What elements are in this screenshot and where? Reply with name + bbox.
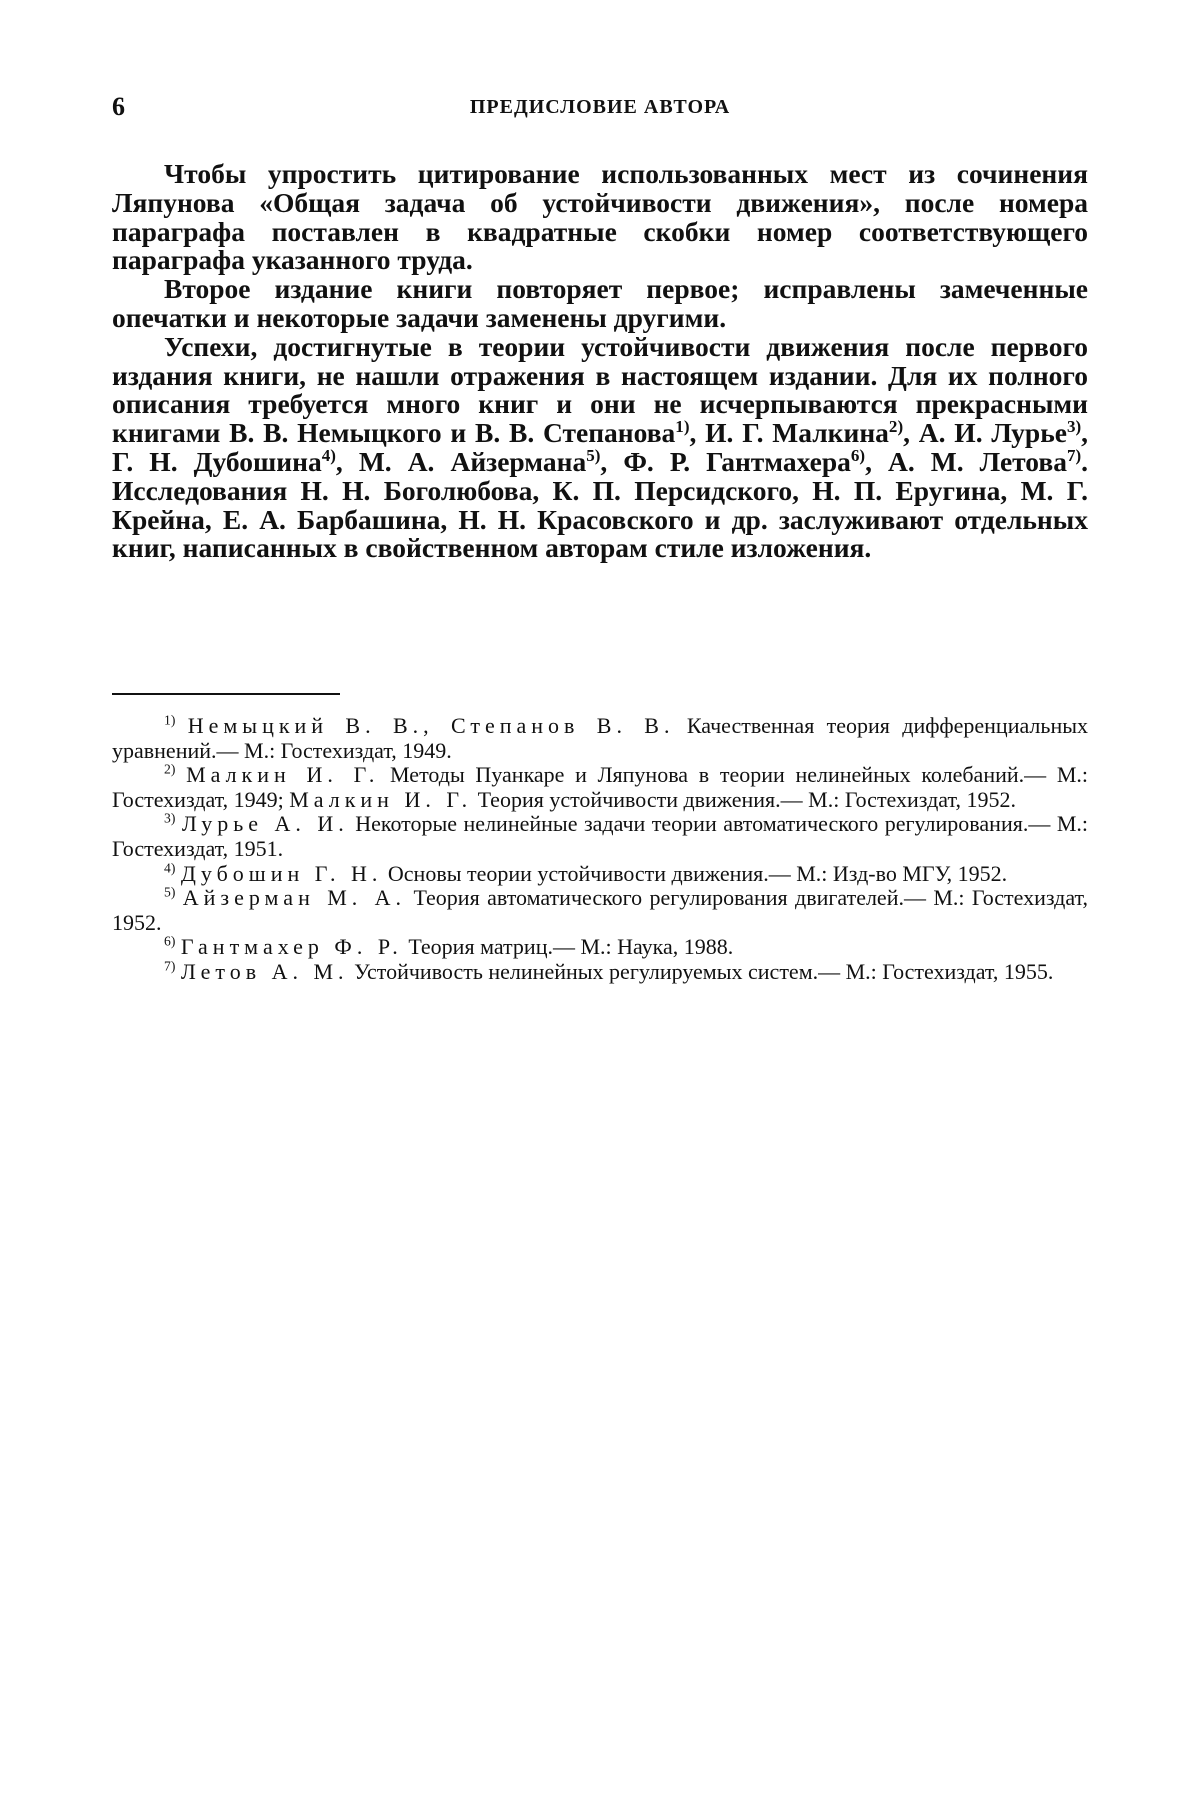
footnote-author: Малкин И. Г. bbox=[186, 762, 380, 788]
book-author-nemytsky-stepanov: В. В. Немыцкого и В. В. Степанова bbox=[229, 417, 676, 449]
footnote-text: Основы теории устойчивости движения.— М.: Изд-во МГУ, 1952. bbox=[382, 860, 1008, 886]
footnote-mark: 3) bbox=[164, 811, 176, 827]
footnote-text: Теория устойчивости движения.— М.: Гостехиздат, 1952. bbox=[472, 786, 1016, 812]
footnote-text: Теория автоматического регулирования двигателей.— М.: Гостехиздат, 1952. bbox=[112, 885, 1089, 935]
successes-closing: Исследования Н. Н. Боголюбова, К. П. Персидского, Н. П. Еругина, М. Г. Крейна, Е. А. Барбашина, Н. Н. Красовского и др. заслуживают отдельных книг, написанных в свойственном авторам стиле изложения. bbox=[112, 474, 1088, 564]
footnote-author: Гантмахер Ф. Р. bbox=[180, 934, 403, 960]
book-author-malkin: И. Г. Малкина bbox=[705, 417, 889, 449]
book-author-duboshin: Г. Н. Дубошина bbox=[112, 445, 322, 477]
page-number: 6 bbox=[112, 92, 125, 121]
paragraph-successes: Успехи, достигнутые в теории устойчивости движения после первого издания книги, не нашли отражения в настоящем издании. Для их полного описания требуется много книг и они не исчерпываются прекрасными книгами В. В. Немыцкого и В. В. Степанова$^{1)}$, И. Г. Малкина$^{2)}$, А. И. Лурье$^{3)}$, Г. Н. Дубошина$^{4)}$, М. А. Айзермана$^{5)}$, Ф. Р. Гантмахера$^{6)}$, А. М. Летова$^{7)}$. Исследования Н. Н. Боголюбова, К. П. Персидского, Н. П. Еругина, М. Г. Крейна, Е. А. Барбашина, Н. Н. Красовского и др. заслуживают отдельных книг, написанных в свойственном авторам стиле изложения. bbox=[112, 330, 1089, 564]
footnote-author: Лурье А. И. bbox=[181, 811, 349, 837]
footnote-author: Малкин И. Г. bbox=[289, 786, 473, 812]
running-head: ПРЕДИСЛОВИЕ АВТОРА bbox=[469, 96, 731, 118]
footnote-ref[interactable]: 6) bbox=[850, 445, 866, 465]
footnote-divider bbox=[112, 693, 340, 695]
successes-intro: Успехи, достигнутые в теории устойчивости движения после первого издания книги, не нашли отражения в настоящем издании. Для их полного описания требуется много книг и они не исчерпываются прекрасными книгами bbox=[112, 330, 1088, 449]
footnote-5 bbox=[112, 886, 1088, 935]
paragraph-second-edition: Второе издание книги повторяет первое; исправлены замеченные опечатки и некоторые задачи заменены другими. bbox=[112, 273, 1088, 333]
footnotes bbox=[112, 714, 1088, 985]
footnote-ref[interactable]: 5) bbox=[586, 445, 601, 465]
footnote-mark: 7) bbox=[164, 958, 176, 974]
footnote-mark: 2) bbox=[164, 761, 176, 777]
footnote-ref[interactable]: 2) bbox=[888, 417, 904, 437]
book-author-lurie: А. И. Лурье bbox=[918, 417, 1067, 449]
footnote-ref[interactable]: 3) bbox=[1066, 417, 1082, 437]
book-author-aizerman: М. А. Айзермана bbox=[358, 445, 587, 477]
footnote-text: Теория матриц.— М.: Наука, 1988. bbox=[402, 934, 734, 960]
footnote-6 bbox=[112, 935, 1088, 960]
footnote-ref[interactable]: 4) bbox=[321, 445, 336, 465]
footnote-1 bbox=[112, 714, 1088, 763]
footnote-author: Летов А. М. bbox=[180, 958, 349, 984]
main-text bbox=[112, 160, 1088, 563]
footnote-4 bbox=[112, 862, 1088, 887]
footnote-mark: 1) bbox=[164, 712, 176, 728]
book-author-letov: А. М. Летова bbox=[888, 445, 1067, 477]
footnote-author: Немыцкий В. В., Степанов В. В. bbox=[187, 713, 675, 738]
footnote-text: Качественная теория дифференциальных уравнений.— М.: Гостехиздат, 1949. bbox=[112, 713, 1088, 763]
footnote-author: Айзерман М. А. bbox=[182, 885, 407, 911]
footnote-3 bbox=[112, 812, 1088, 861]
footnote-2 bbox=[112, 763, 1088, 812]
footnote-text: Устойчивость нелинейных регулируемых систем.— М.: Гостехиздат, 1955. bbox=[348, 958, 1054, 984]
footnote-mark: 6) bbox=[164, 934, 176, 950]
book-author-gantmakher: Ф. Р. Гантмахера bbox=[623, 445, 851, 477]
footnote-text: Некоторые нелинейные задачи теории автоматического регулирования.— М.: Гостехиздат, 1951. bbox=[112, 811, 1088, 861]
footnote-7 bbox=[112, 960, 1088, 985]
footnote-text: Методы Пуанкаре и Ляпунова в теории нелинейных колебаний.— М.: Гостехиздат, 1949; bbox=[112, 762, 1089, 812]
footnote-ref[interactable]: 1) bbox=[675, 417, 690, 437]
footnote-ref[interactable]: 7) bbox=[1066, 445, 1082, 465]
paragraph-citation-note: Чтобы упростить цитирование использованных мест из сочинения Ляпунова «Общая задача об устойчивости движения», после номера параграфа поставлен в квадратные скобки номер соответствующего параграфа указанного труда. bbox=[112, 158, 1088, 276]
footnote-author: Дубошин Г. Н. bbox=[180, 860, 383, 886]
footnote-mark: 4) bbox=[164, 860, 176, 876]
footnote-mark: 5) bbox=[164, 884, 176, 900]
